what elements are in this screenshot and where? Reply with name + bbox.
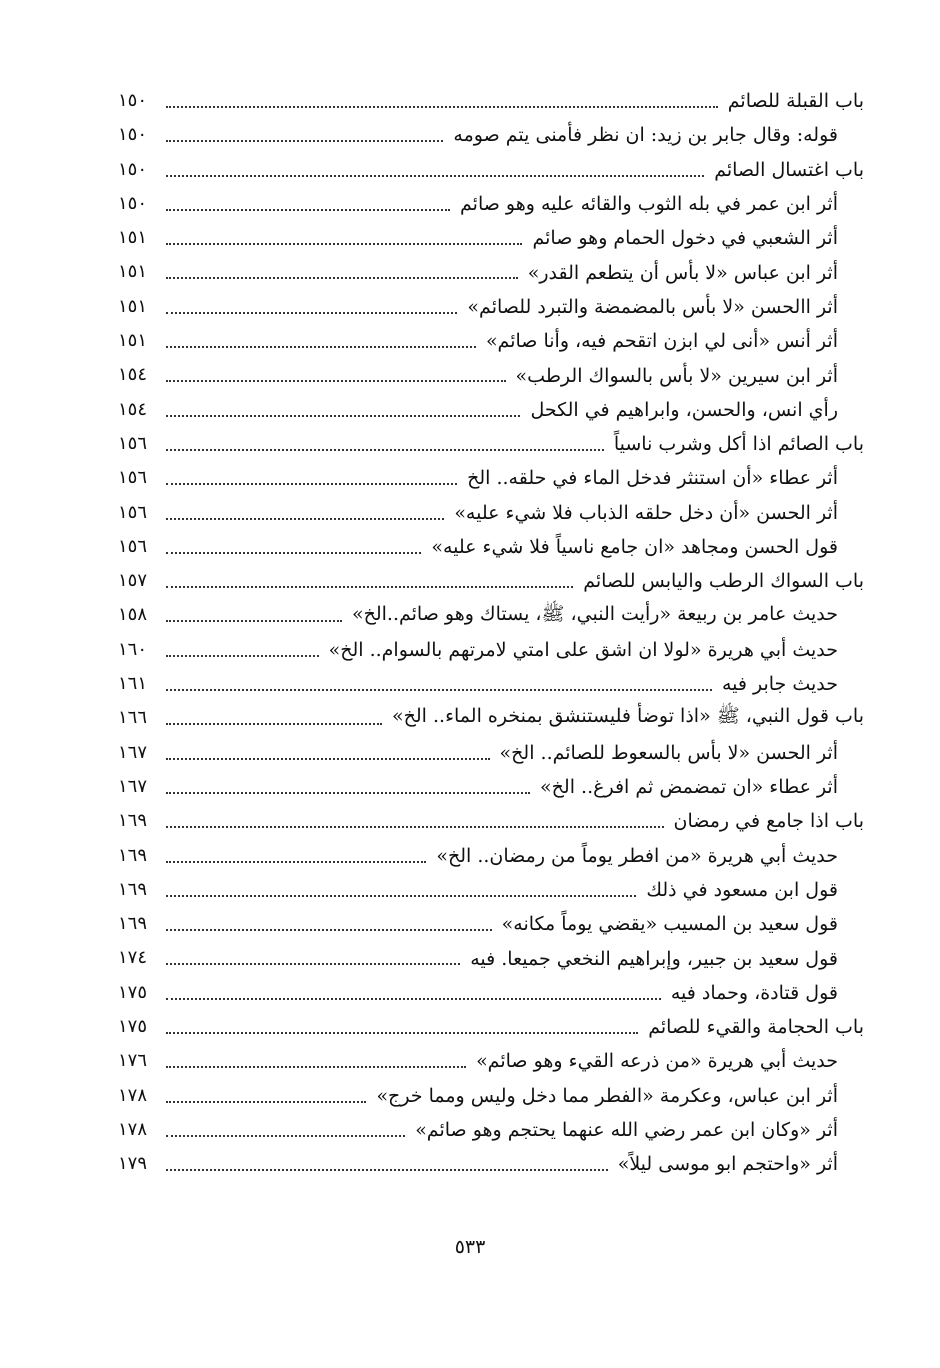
- entry-title: حديث أبي هريرة «لولا ان اشق على امتي لامرتهم بالسوام.. الخ»: [319, 639, 838, 661]
- toc-section-entry: [118, 701, 864, 735]
- toc-subentry: [118, 633, 864, 667]
- entry-page-number: ١٥١: [118, 290, 162, 324]
- entry-page-number: ١٧٨: [118, 1113, 162, 1147]
- toc-section-entry: [118, 564, 864, 598]
- entry-title: قول الحسن ومجاهد «ان جامع ناسياً فلا شيء عليه»: [421, 536, 838, 558]
- entry-title: قول سعيد بن جبير، وإبراهيم النخعي جميعا. فيه: [460, 948, 838, 970]
- entry-page-number: ١٥١: [118, 324, 162, 358]
- entry-title: أثر ابن عمر في بله الثوب والقائه عليه وهو صائم: [450, 193, 838, 215]
- entry-title: باب اغتسال الصائم: [704, 159, 864, 181]
- toc-subentry: [118, 667, 864, 701]
- toc-subentry: [118, 393, 864, 427]
- entry-title: قول ابن مسعود في ذلك: [636, 879, 838, 901]
- toc-subentry: [118, 255, 864, 289]
- entry-title: رأي انس، والحسن، وابراهيم في الكحل: [520, 399, 838, 421]
- entry-page-number: ١٧٨: [118, 1079, 162, 1113]
- dot-leader: [118, 393, 520, 427]
- dot-leader: [118, 873, 636, 907]
- entry-title: قول قتادة، وحماد فيه: [661, 982, 838, 1004]
- entry-page-number: ١٥٨: [118, 598, 162, 632]
- toc-subentry: [118, 358, 864, 392]
- entry-title: أثر ابن عباس «لا بأس أن يتطعم القدر»: [518, 262, 838, 284]
- toc-subentry: [118, 907, 864, 941]
- table-of-contents: [118, 84, 864, 1182]
- dot-leader: [118, 1044, 466, 1078]
- entry-title: أثر «واحتجم ابو موسى ليلاً»: [608, 1153, 838, 1175]
- entry-title: أثر عطاء «أن استنثر فدخل الماء في حلقه.. الخ: [457, 467, 838, 489]
- entry-page-number: ١٦٩: [118, 907, 162, 941]
- toc-subentry: [118, 221, 864, 255]
- dot-leader: [118, 976, 661, 1010]
- toc-subentry: [118, 976, 864, 1010]
- dot-leader: [118, 187, 450, 221]
- dot-leader: [118, 667, 712, 701]
- entry-title: حديث جابر فيه: [712, 673, 838, 695]
- entry-title: باب الحجامة والقيء للصائم: [638, 1016, 864, 1038]
- entry-title: حديث عامر بن ربيعة «رأيت النبي، ﷺ، يستاك وهو صائم..الخ»: [342, 602, 838, 630]
- entry-title: أثر الحسن «أن دخل حلقه الذباب فلا شيء عليه»: [444, 502, 838, 524]
- toc-subentry: [118, 598, 864, 632]
- dot-leader: [118, 941, 460, 975]
- entry-title: أثر أنس «أنى لي ابزن اتقحم فيه، وأنا صائم»: [476, 330, 838, 352]
- entry-page-number: ١٥١: [118, 255, 162, 289]
- entry-page-number: ١٥٠: [118, 153, 162, 187]
- entry-title: أثر االحسن «لا بأس بالمضمضة والتبرد للصائم»: [457, 296, 838, 318]
- entry-page-number: ١٥١: [118, 221, 162, 255]
- entry-title: باب الصائم اذا أكل وشرب ناسياً: [604, 433, 864, 455]
- toc-subentry: [118, 941, 864, 975]
- dot-leader: [118, 427, 604, 461]
- dot-leader: [118, 358, 506, 392]
- entry-page-number: ١٦٩: [118, 839, 162, 873]
- entry-title: باب القبلة للصائم: [718, 90, 864, 112]
- dot-leader: [118, 118, 443, 152]
- toc-section-entry: [118, 804, 864, 838]
- toc-subentry: [118, 290, 864, 324]
- entry-page-number: ١٥٠: [118, 187, 162, 221]
- toc-section-entry: [118, 84, 864, 118]
- dot-leader: [118, 290, 457, 324]
- entry-page-number: ١٦٧: [118, 736, 162, 770]
- toc-subentry: [118, 530, 864, 564]
- toc-subentry: [118, 839, 864, 873]
- entry-page-number: ١٦٠: [118, 633, 162, 667]
- dot-leader: [118, 461, 457, 495]
- toc-subentry: [118, 1079, 864, 1113]
- entry-page-number: ١٦١: [118, 667, 162, 701]
- entry-page-number: ١٧٥: [118, 1010, 162, 1044]
- dot-leader: [118, 736, 490, 770]
- toc-subentry: [118, 496, 864, 530]
- page-number: ٥٣٣: [454, 1236, 486, 1258]
- toc-subentry: [118, 461, 864, 495]
- entry-page-number: ١٥٠: [118, 84, 162, 118]
- dot-leader: [118, 84, 718, 118]
- dot-leader: [118, 324, 476, 358]
- entry-page-number: ١٥٤: [118, 393, 162, 427]
- entry-title: أثر ابن عباس، وعكرمة «الفطر مما دخل وليس ومما خرج»: [366, 1085, 838, 1107]
- entry-page-number: ١٥٠: [118, 118, 162, 152]
- toc-subentry: [118, 1147, 864, 1181]
- entry-title: باب اذا جامع في رمضان: [664, 810, 864, 832]
- dot-leader: [118, 1010, 638, 1044]
- dot-leader: [118, 804, 664, 838]
- entry-page-number: ١٥٤: [118, 358, 162, 392]
- entry-page-number: ١٦٦: [118, 701, 162, 735]
- toc-subentry: [118, 770, 864, 804]
- dot-leader: [118, 221, 522, 255]
- dot-leader: [118, 530, 421, 564]
- entry-title: حديث أبي هريرة «من ذرعه القيء وهو صائم»: [466, 1050, 838, 1072]
- entry-title: أثر «وكان ابن عمر رضي الله عنهما يحتجم وهو صائم»: [405, 1119, 838, 1141]
- toc-subentry: [118, 873, 864, 907]
- entry-title: أثر ابن سيرين «لا بأس بالسواك الرطب»: [506, 365, 838, 387]
- toc-subentry: [118, 736, 864, 770]
- entry-page-number: ١٥٦: [118, 427, 162, 461]
- toc-subentry: [118, 1113, 864, 1147]
- dot-leader: [118, 907, 492, 941]
- dot-leader: [118, 839, 426, 873]
- entry-title: باب قول النبي، ﷺ «اذا توضأ فليستنشق بمنخره الماء.. الخ»: [382, 704, 864, 732]
- entry-page-number: ١٥٦: [118, 461, 162, 495]
- toc-subentry: [118, 118, 864, 152]
- dot-leader: [118, 255, 518, 289]
- entry-page-number: ١٥٦: [118, 496, 162, 530]
- dot-leader: [118, 496, 444, 530]
- entry-page-number: ١٧٥: [118, 976, 162, 1010]
- entry-page-number: ١٥٧: [118, 564, 162, 598]
- dot-leader: [118, 564, 573, 598]
- toc-subentry: [118, 187, 864, 221]
- toc-subentry: [118, 324, 864, 358]
- dot-leader: [118, 153, 704, 187]
- toc-section-entry: [118, 153, 864, 187]
- entry-page-number: ١٧٤: [118, 941, 162, 975]
- entry-page-number: ١٦٩: [118, 804, 162, 838]
- entry-title: حديث أبي هريرة «من افطر يوماً من رمضان.. الخ»: [426, 845, 838, 867]
- dot-leader: [118, 770, 530, 804]
- entry-title: أثر عطاء «ان تمضمض ثم افرغ.. الخ»: [530, 776, 838, 798]
- entry-title: قوله: وقال جابر بن زيد: ان نظر فأمنى يتم صومه: [443, 124, 838, 146]
- entry-title: أثر الشعبي في دخول الحمام وهو صائم: [522, 227, 838, 249]
- toc-section-entry: [118, 1010, 864, 1044]
- entry-page-number: ١٦٧: [118, 770, 162, 804]
- entry-title: أثر الحسن «لا بأس بالسعوط للصائم.. الخ»: [490, 742, 838, 764]
- entry-title: قول سعيد بن المسيب «يقضي يوماً مكانه»: [492, 913, 838, 935]
- entry-page-number: ١٥٦: [118, 530, 162, 564]
- toc-section-entry: [118, 427, 864, 461]
- entry-page-number: ١٧٩: [118, 1147, 162, 1181]
- entry-page-number: ١٧٦: [118, 1044, 162, 1078]
- entry-title: باب السواك الرطب واليابس للصائم: [573, 570, 864, 592]
- entry-page-number: ١٦٩: [118, 873, 162, 907]
- dot-leader: [118, 1147, 608, 1181]
- toc-subentry: [118, 1044, 864, 1078]
